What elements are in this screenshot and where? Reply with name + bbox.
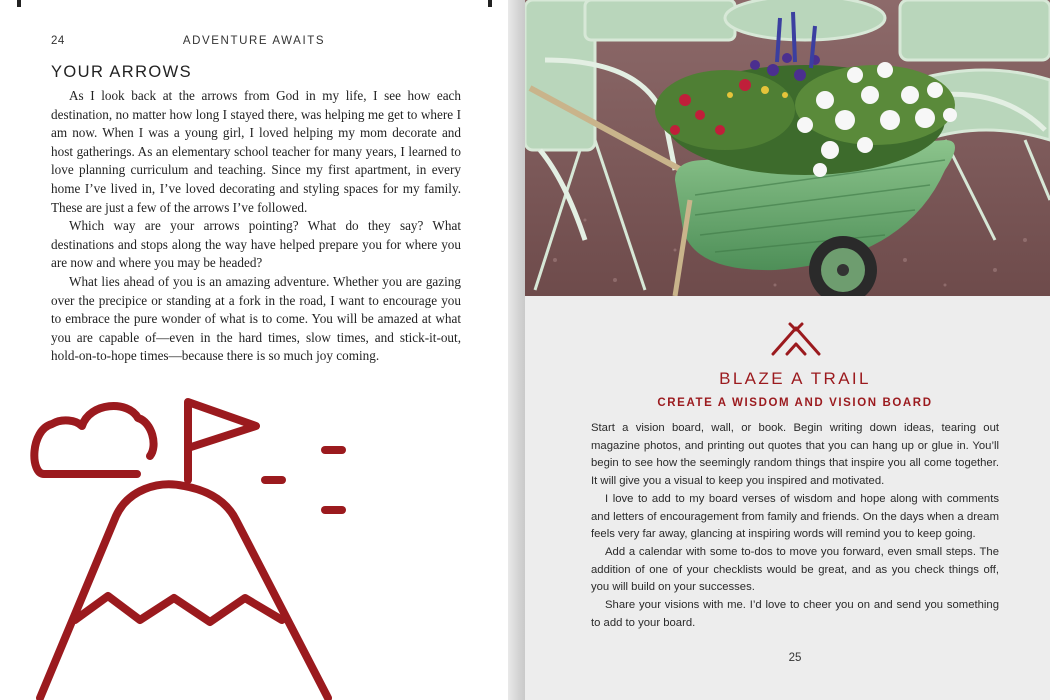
left-page (0, 0, 508, 700)
page-number-right: 25 (788, 652, 802, 664)
left-paragraph: As I look back at the arrows from God in my life, I see how each destination, no matter how long I stayed there, was helping me get to where I am now. When I was a young girl, I loved helping my mom decorate and host gatherings. As an elementary school teacher for many years, I learned to love planning curriculum and teaching. Since my first apartment, in every home I’ve lived in, I’ve loved decorating and styling spaces for my family. These are just a few of the arrows I’ve followed. (51, 88, 461, 215)
running-head: ADVENTURE AWAITS (182, 35, 326, 47)
callout-subtitle: CREATE A WISDOM AND VISION BOARD (657, 397, 933, 409)
callout-paragraph: I love to add to my board verses of wisdom and hope along with comments and letters of encouragement from family and friends. On the days when a dream feels very far away, glancing at inspiring words will remind you to keep going. (591, 492, 999, 541)
callout-paragraph: Start a vision board, wall, or book. Begin writing down ideas, tearing out magazine photos, and printing out quotes that you can hang up or glue in. You’ll begin to see how the seemingly random things that inspire you all come together. It will give you a visual to keep you inspired and motivated. (591, 422, 999, 488)
callout-title: BLAZE A TRAIL (719, 369, 871, 388)
left-body-text (51, 87, 461, 366)
callout-paragraph: Share your visions with me. I’d love to cheer you on and send you something to add to your board. (591, 599, 999, 629)
right-page (525, 0, 1050, 700)
flag-icon (188, 402, 256, 480)
book-gutter (508, 0, 525, 700)
left-paragraph: What lies ahead of you is an amazing adventure. Whether you are gazing over the precipice or standing at a fork in the road, I want to encourage you to embrace the pure wonder of what is to come. You will be amazed at what you are capable of—even in the hard times, slow times, and stick-it-out, hold-on-to-hope times—because there is so much joy coming. (51, 273, 461, 364)
top-edge-marks (0, 0, 508, 10)
mountain-flag-cloud-icon (0, 388, 370, 700)
callout-body-text (591, 420, 999, 632)
mountain-outline (40, 484, 328, 698)
page-number-left: 24 (51, 35, 65, 47)
section-title: YOUR ARROWS (51, 63, 192, 81)
callout-paragraph: Add a calendar with some to-dos to move you forward, even small steps. The addition of one of your checklists would be great, and as you check things off, you will build on your successes. (591, 545, 999, 594)
wheelbarrow-flower-planter-photo (525, 0, 1050, 296)
snowcap-zigzag (75, 596, 282, 622)
left-paragraph: Which way are your arrows pointing? What do they say? What destinations and stops along the way have helped prepare you for where you are now and where you may be headed? (51, 218, 461, 271)
cloud-icon (34, 406, 153, 474)
tent-icon (771, 320, 821, 356)
